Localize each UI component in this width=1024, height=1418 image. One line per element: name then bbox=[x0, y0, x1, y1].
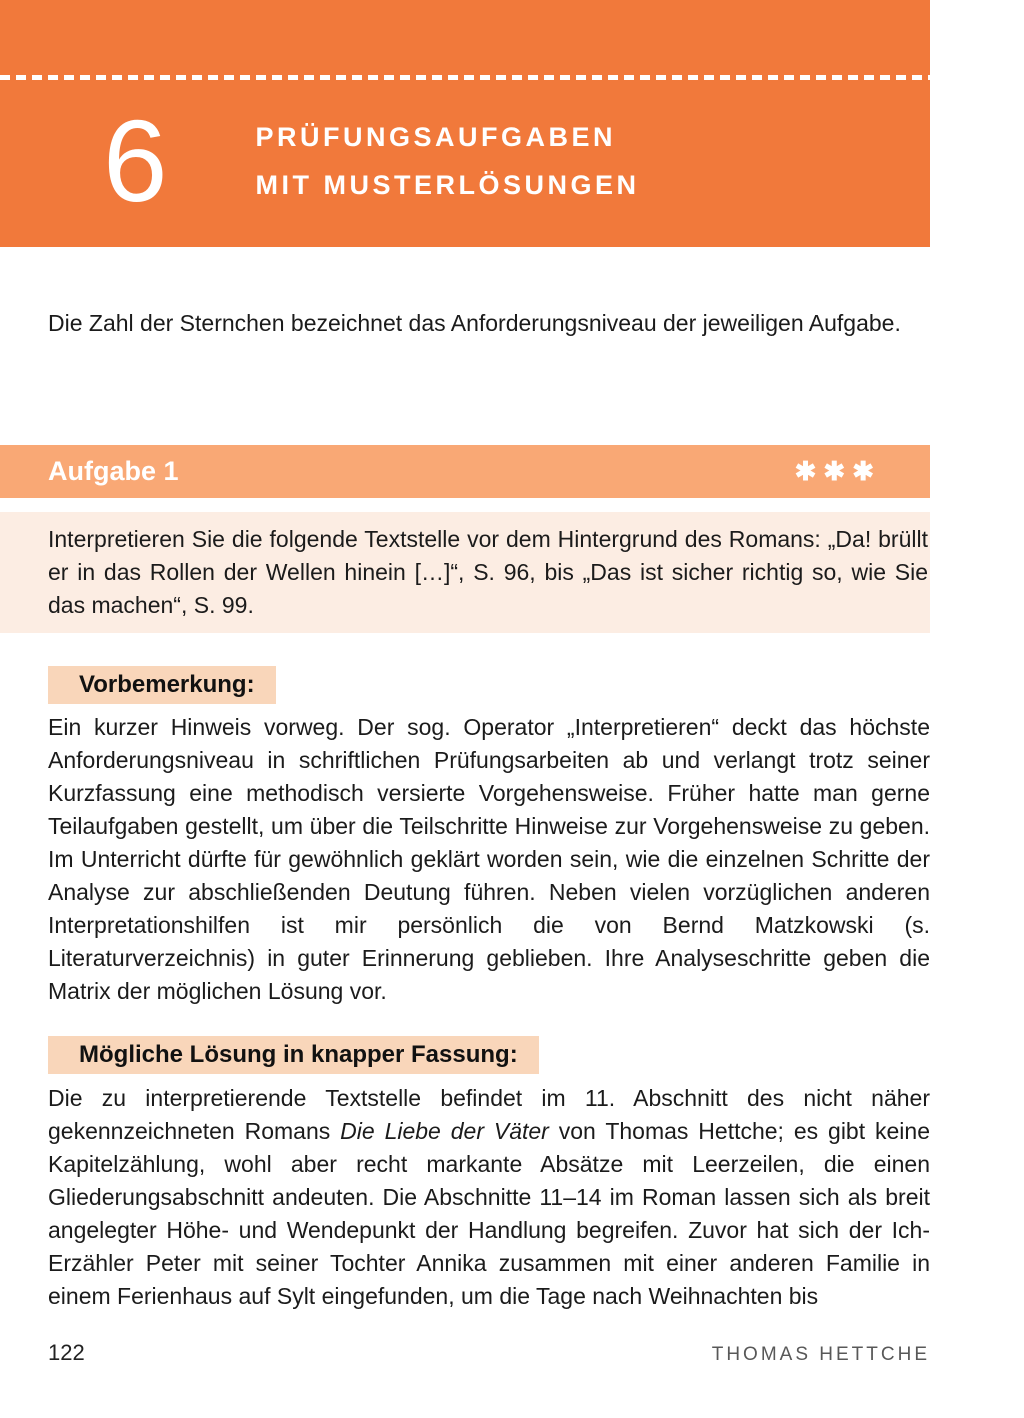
loesung-text-after-italic: von Thomas Hettche; es gibt keine Kapitelzählung, wohl aber recht markante Absätze mit Leerzeilen, die einen Gliederungsabschnitt andeuten. Die Abschnitte 11–14 im Roman lassen sich als breit angelegter Höhe- und Wendepunkt der Handlung begreifen. Zuvor hat sich der Ich-Erzähler Peter mit seiner Tochter Annika zusammen mit einer anderen Familie in einem Ferienhaus auf Sylt eingefunden, um die Tage nach Weihnachten bis bbox=[48, 1118, 930, 1309]
task-header-bar bbox=[0, 445, 930, 498]
chapter-title-line2: MIT MUSTERLÖSUNGEN bbox=[255, 170, 640, 200]
page-footer bbox=[48, 1340, 930, 1366]
loesung-paragraph bbox=[48, 1082, 930, 1313]
difficulty-stars-icon: ✱✱✱ bbox=[794, 456, 881, 486]
chapter-heading bbox=[103, 96, 640, 226]
section-label-vorbemerkung: Vorbemerkung: bbox=[48, 666, 276, 704]
task-title: Aufgabe 1 bbox=[48, 456, 179, 486]
chapter-number: 6 bbox=[103, 96, 168, 226]
loesung-text-before-italic: Die zu interpretierende Textstelle befindet im 11. Abschnitt des nicht näher gekennzeichneten Romans bbox=[48, 1085, 930, 1144]
task-instruction-text: Interpretieren Sie die folgende Textstelle vor dem Hintergrund des Romans: „Da! brüllt er in das Rollen der Wellen hinein […]“, S. 96, bis „Das ist sicher richtig so, wie Sie das machen“, S. 99. bbox=[48, 526, 928, 618]
page-number: 122 bbox=[48, 1340, 85, 1365]
section-label-moegliche-loesung: Mögliche Lösung in knapper Fassung: bbox=[48, 1036, 539, 1074]
task-instruction-box bbox=[0, 512, 930, 633]
vorbemerkung-paragraph: Ein kurzer Hinweis vorweg. Der sog. Operator „Interpretieren“ deckt das höchste Anforderungsniveau in schriftlichen Prüfungsarbeiten ab und verlangt trotz seiner Kurzfassung eine methodisch versierte Vorgehensweise. Früher hatte man gerne Teilaufgaben gestellt, um über die Teilschritte Hinweise zur Vorgehensweise zu geben. Im Unterricht dürfte für gewöhnlich geklärt worden sein, wie die einzelnen Schritte der Analyse zur abschließenden Deutung führen. Neben vielen vorzüglichen anderen Interpretationshilfen ist mir persönlich die von Bernd Matzkowski (s. Literaturverzeichnis) in guter Erinnerung geblieben. Ihre Analyseschritte geben die Matrix der möglichen Lösung vor. bbox=[48, 714, 930, 1004]
dashed-divider bbox=[0, 75, 930, 80]
novel-title-italic: Die Liebe der Väter bbox=[340, 1118, 549, 1144]
chapter-title-line1: PRÜFUNGSAUFGABEN bbox=[255, 122, 617, 152]
chapter-banner bbox=[0, 0, 930, 247]
intro-paragraph: Die Zahl der Sternchen bezeichnet das Anforderungsniveau der jeweiligen Aufgabe. bbox=[48, 310, 901, 336]
chapter-title bbox=[256, 113, 640, 209]
running-title: THOMAS HETTCHE bbox=[711, 1344, 930, 1365]
